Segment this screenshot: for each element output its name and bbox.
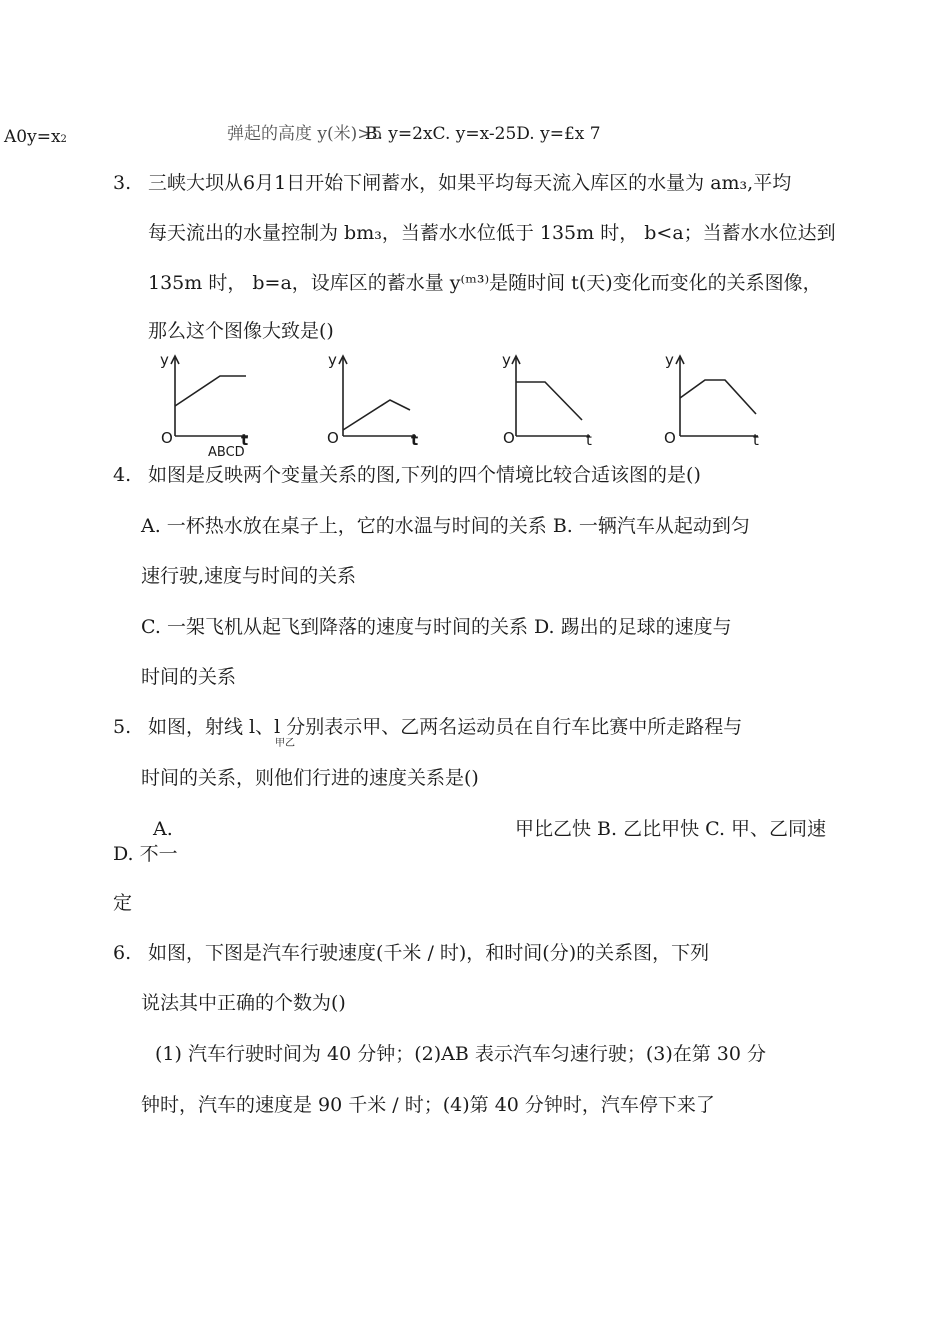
q5-option-d: D. 不一 — [113, 843, 178, 865]
graph-d-origin: O — [664, 429, 676, 447]
q5-line-2: 时间的关系，则他们行进的速度关系是() — [141, 767, 479, 789]
q6-line-3: (1) 汽车行驶时间为 40 分钟；(2)AB 表示汽车匀速行驶；(3)在第 30 分 — [155, 1043, 767, 1065]
q5-number: 5. — [113, 716, 132, 738]
top-options-text: B. y=2xC. y=x-25D. y=£x 7 — [365, 124, 601, 144]
q6-line-4: 钟时，汽车的速度是 90 千米 / 时；(4)第 40 分钟时，汽车停下来了 — [141, 1094, 715, 1116]
graph-b — [339, 356, 416, 436]
q6-line-1: 如图，下图是汽车行驶速度(千米 / 时)，和时间(分)的关系图，下列 — [148, 942, 710, 964]
graph-b-y-label: y — [328, 351, 337, 369]
graph-c-origin: O — [503, 429, 515, 447]
q4-line-2: A. 一杯热水放在桌子上，它的水温与时间的关系 B. 一辆汽车从起动到匀 — [141, 515, 750, 537]
graph-d-y-label: y — [665, 351, 674, 369]
q3-graphs — [0, 348, 950, 458]
q6-line-2: 说法其中正确的个数为() — [141, 992, 346, 1014]
q3-line-3: 135m 时， b=a，设库区的蓄水量 y⁽ᵐ³⁾是随时间 t(天)变化而变化的关系图像， — [148, 272, 822, 294]
q5-options: 甲比乙快 B. 乙比甲快 C. 甲、乙同速 — [515, 818, 827, 840]
graph-a — [171, 356, 248, 436]
q4-line-4: C. 一架飞机从起飞到降落的速度与时间的关系 D. 踢出的足球的速度与 — [141, 616, 732, 638]
q5-option-d-continued: 定 — [113, 892, 133, 914]
graph-a-y-label: y — [160, 351, 169, 369]
graph-a-t-label: t — [241, 431, 249, 449]
top-left-text: A0y=x — [4, 127, 61, 147]
graph-b-t-label: t — [411, 431, 419, 449]
q4-line-1: 如图是反映两个变量关系的图,下列的四个情境比较合适该图的是() — [148, 464, 701, 486]
graph-c — [512, 356, 590, 436]
graph-c-y-label: y — [502, 351, 511, 369]
q5-line-1: 如图，射线 l、l 分别表示甲、乙两名运动员在自行车比赛中所走路程与 — [148, 716, 743, 738]
q5-line-1-subscript: 甲乙 — [275, 738, 295, 749]
graph-a-origin: O — [161, 429, 173, 447]
top-left-equation — [4, 129, 67, 146]
graph-c-t-label: t — [586, 431, 592, 449]
q3-line-4: 那么这个图像大致是() — [148, 320, 334, 342]
graph-d-t-label: t — [753, 431, 759, 449]
graphs-caption: ABCD — [208, 445, 245, 458]
top-overlap-text: 弹起的高度 y(米)>5 — [227, 124, 383, 144]
q6-number: 6. — [113, 942, 132, 964]
q3-line-1: 三峡大坝从6月1日开始下闸蓄水，如果平均每天流入库区的水量为 am₃,平均 — [148, 172, 792, 194]
q3-number: 3. — [113, 172, 132, 194]
graph-d — [676, 356, 758, 436]
q3-line-2: 每天流出的水量控制为 bm₃，当蓄水水位低于 135m 时， b<a；当蓄水水位达到 — [148, 222, 836, 244]
q5-option-a: A. — [153, 818, 173, 840]
top-left-subscript: 2 — [60, 134, 67, 145]
q4-line-5: 时间的关系 — [141, 666, 237, 688]
q4-line-3: 速行驶,速度与时间的关系 — [141, 565, 357, 587]
graph-b-origin: O — [327, 429, 339, 447]
q4-number: 4. — [113, 464, 132, 486]
